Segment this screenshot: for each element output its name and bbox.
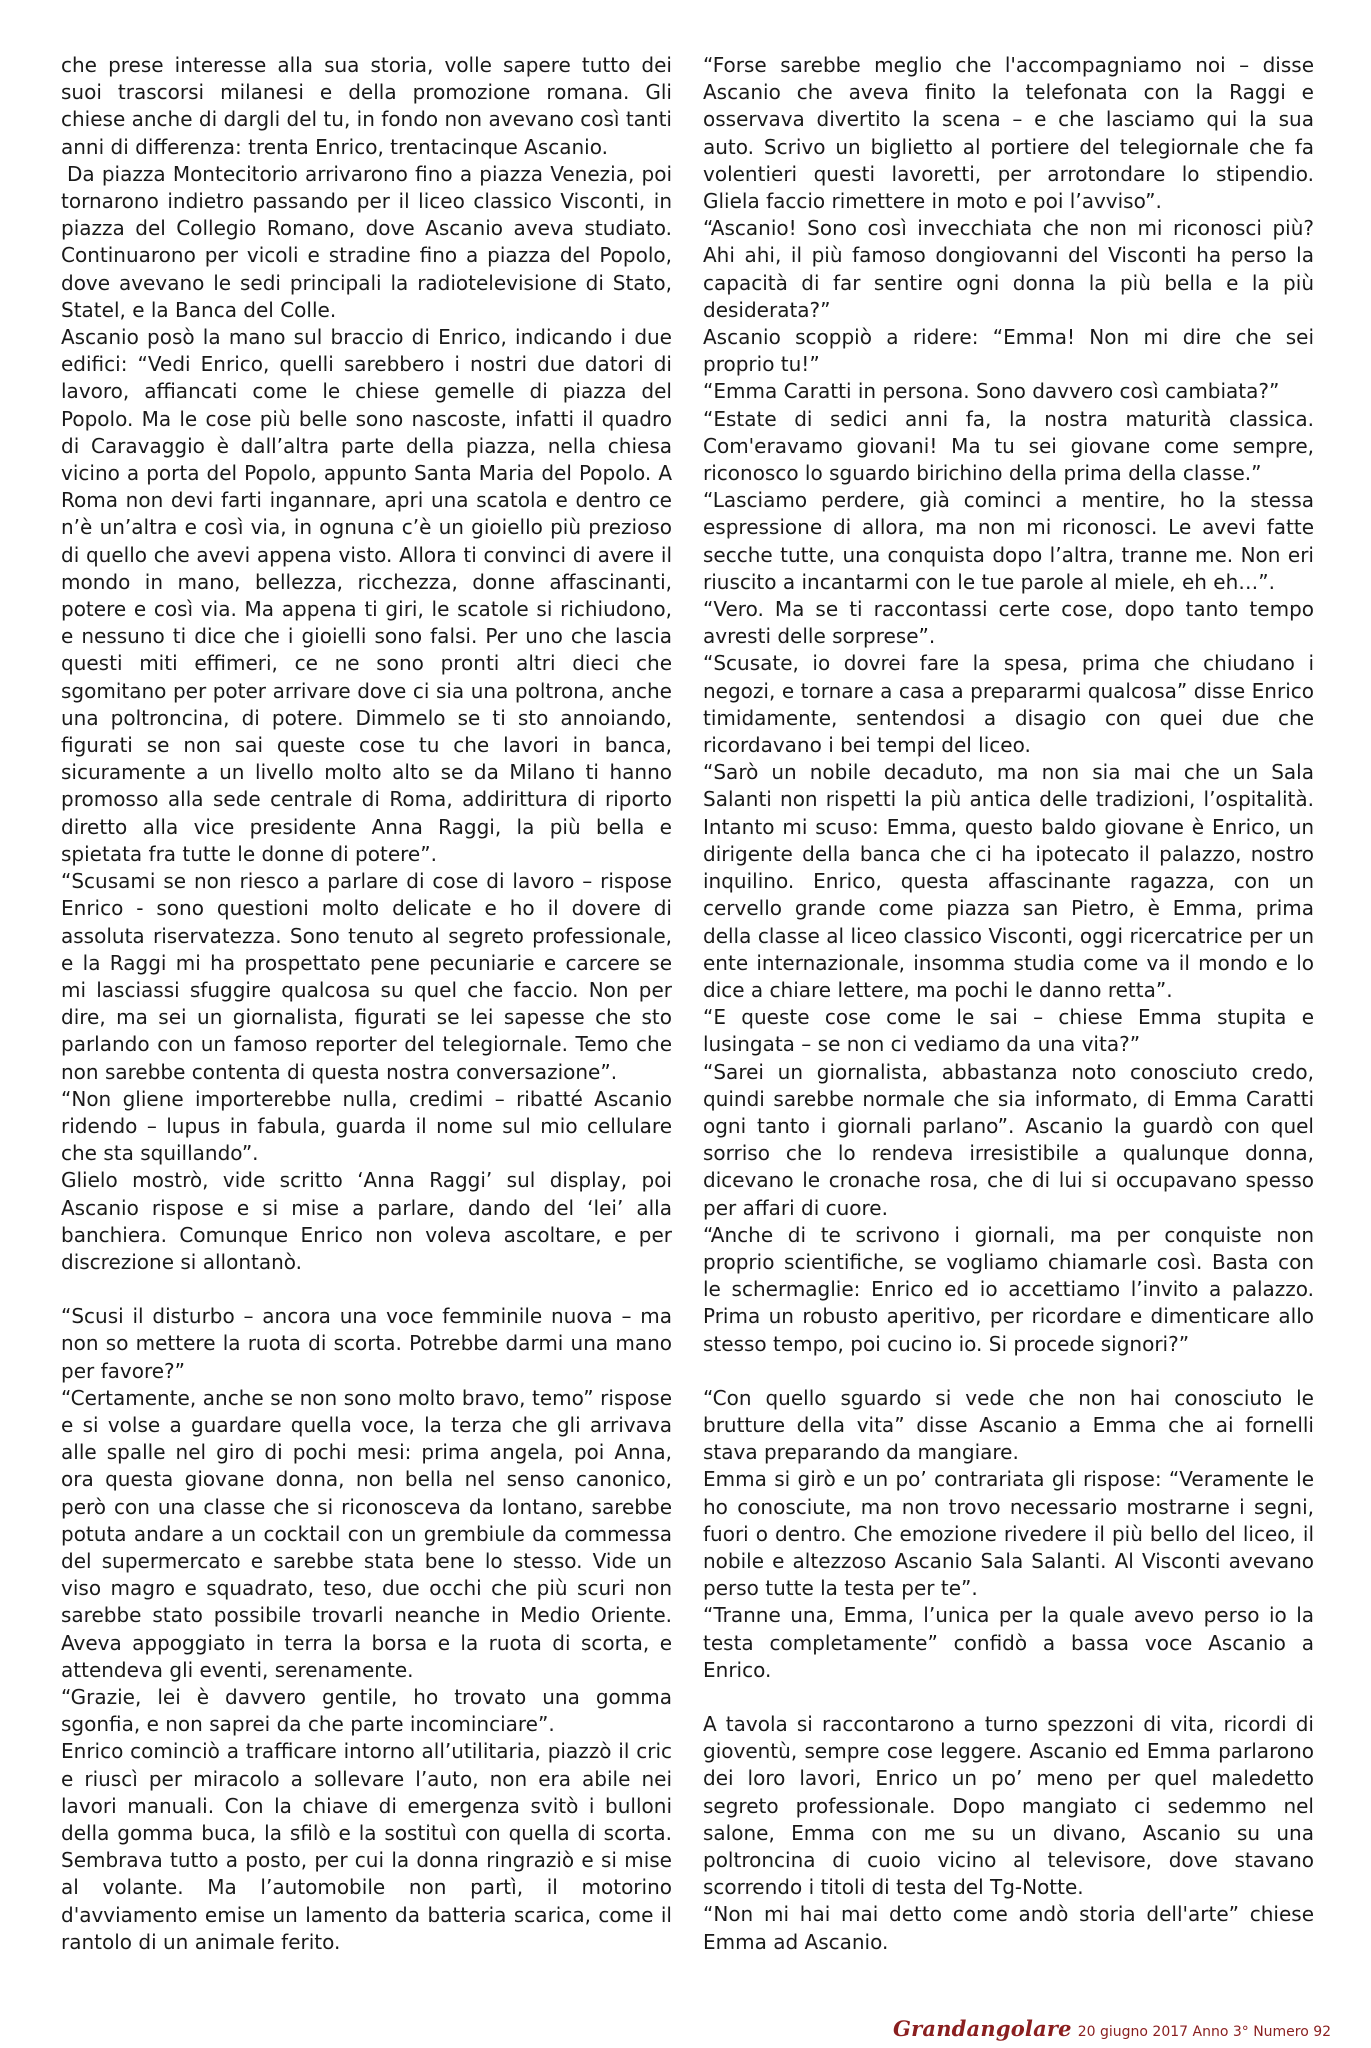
paragraph: “Emma Caratti in persona. Sono davvero così cambiata?” bbox=[703, 379, 1280, 404]
paragraph: “E queste cose come le sai – chiese Emma stupita e lusingata – se non ci vediamo da una vita?” bbox=[703, 1005, 1314, 1057]
paragraph: “Scusate, io dovrei fare la spesa, prima che chiudano i negozi, e tornare a casa a prepararmi qualcosa” disse Enrico timidamente, sentendosi a disagio con quei due che ricordavano i bei tempi del liceo. bbox=[703, 651, 1314, 758]
paragraph: Ascanio scoppiò a ridere: “Emma! Non mi dire che sei proprio tu!” bbox=[703, 325, 1314, 377]
paragraph: Glielo mostrò, vide scritto ‘Anna Raggi’ sul display, poi Ascanio rispose e si mise a parlare, dando del ‘lei’ alla banchiera. Comunque Enrico non voleva ascoltare, e per discrezione si allontanò. bbox=[61, 1168, 672, 1274]
paragraph: “Sarei un giornalista, abbastanza noto conosciuto credo, quindi sarebbe normale che sia informato, di Emma Caratti ogni tanto i giornali parlano”. Ascanio la guardò con quel sorriso che lo rendeva irresistibile a qualunque donna, dicevano le cronache rosa, che di lui si occupavano spesso per affari di cuore. bbox=[703, 1059, 1314, 1220]
paragraph: “Estate di sedici anni fa, la nostra maturità classica. Com'eravamo giovani! Ma tu sei giovane come sempre, riconosco lo sguardo birichino della prima della classe.” bbox=[703, 406, 1314, 486]
page-footer bbox=[893, 2016, 1331, 2041]
paragraph: “Con quello sguardo si vede che non hai conosciuto le brutture della vita” disse Ascanio a Emma che ai fornelli stava preparando da mangiare. bbox=[703, 1385, 1314, 1465]
paragraph: “Forse sarebbe meglio che l'accompagniamo noi – disse Ascanio che aveva finito la telefonata con la Raggi e osservava divertito la scena – e che lasciamo qui la sua auto. Scrivo un biglietto al portiere del telegiornale che fa volentieri questi lavoretti, per arrotondare lo stipendio. Gliela faccio rimettere in moto e poi l’avviso”. bbox=[703, 53, 1314, 214]
paragraph: “Certamente, anche se non sono molto bravo, temo” rispose e si volse a guardare quella voce, la terza che gli arrivava alle spalle nel giro di pochi mesi: prima angela, poi Anna, ora questa giovane donna, non bella nel senso canonico, però con una classe che si riconosceva da lontano, sarebbe potuta andare a un cocktail con un grembiule da commessa del supermercato e sarebbe stata bene lo stesso. Vide un viso magro e squadrato, teso, due occhi che più scuri non sarebbe stato possibile trovarli neanche in Medio Oriente. Aveva appoggiato in terra la borsa e la ruota di scorta, e attendeva gli eventi, serenamente. bbox=[61, 1385, 672, 1682]
left-column bbox=[61, 52, 672, 1956]
issue-info: 20 giugno 2017 Anno 3° Numero 92 bbox=[1077, 2024, 1332, 2040]
paragraph: “Lasciamo perdere, già cominci a mentire, ho la stessa espressione di allora, ma non mi riconosci. Le avevi fatte secche tutte, una conquista dopo l’altra, tranne me. Non eri riuscito a incantarmi con le tue parole al miele, eh eh…”. bbox=[703, 488, 1314, 594]
paragraph: Emma si girò e un po’ contrariata gli rispose: “Veramente le ho conosciute, ma non trovo necessario mostrarne i segni, fuori o dentro. Che emozione rivedere il più bello del liceo, il nobile e altezzoso Ascanio Sala Salanti. Al Visconti avevano perso tutte la testa per te”. bbox=[703, 1467, 1314, 1601]
paragraph: “Scusami se non riesco a parlare di cose di lavoro – rispose Enrico - sono questioni molto delicate e ho il dovere di assoluta riservatezza. Sono tenuto al segreto professionale, e la Raggi mi ha prospettato pene pecuniarie e carcere se mi lasciassi sfuggire qualcosa su quel che faccio. Non per dire, ma sei un giornalista, figurati se lei sapesse che sto parlando con un famoso reporter del telegiornale. Temo che non sarebbe contenta di questa nostra conversazione”. bbox=[61, 869, 672, 1084]
paragraph: Da piazza Montecitorio arrivarono fino a piazza Venezia, poi tornarono indietro passando per il liceo classico Visconti, in piazza del Collegio Romano, dove Ascanio aveva studiato. Continuarono per vicoli e stradine fino a piazza del Popolo, dove avevano le sedi principali la radiotelevisione di Stato, Statel, e la Banca del Colle. bbox=[61, 161, 672, 322]
paragraph: Enrico cominciò a trafficare intorno all’utilitaria, piazzò il cric e riuscì per miracolo a sollevare l’auto, non era abile nei lavori manuali. Con la chiave di emergenza svitò i bulloni della gomma buca, la sfilò e la sostituì con quella di scorta. Sembrava tutto a posto, per cui la donna ringraziò e si mise al volante. Ma l’automobile non partì, il motorino d'avviamento emise un lamento da batteria scarica, come il rantolo di un animale ferito. bbox=[61, 1739, 672, 1954]
paragraph: “Sarò un nobile decaduto, ma non sia mai che un Sala Salanti non rispetti la più antica delle tradizioni, l’ospitalità. Intanto mi scuso: Emma, questo baldo giovane è Enrico, un dirigente della banca che ci ha ipotecato il palazzo, nostro inquilino. Enrico, questa affascinante ragazza, con un cervello grande come piazza san Pietro, è Emma, prima della classe al liceo classico Visconti, oggi ricercatrice per un ente internazionale, insomma studia come va il mondo e lo dice a chiare lettere, ma pochi le danno retta”. bbox=[703, 760, 1314, 1002]
paragraph: che prese interesse alla sua storia, volle sapere tutto dei suoi trascorsi milanesi e della promozione romana. Gli chiese anche di dargli del tu, in fondo non avevano così tanti anni di differenza: trenta Enrico, trentacinque Ascanio. bbox=[61, 53, 672, 159]
publication-name: Grandangolare bbox=[893, 2016, 1072, 2041]
paragraph: “Anche di te scrivono i giornali, ma per conquiste non proprio scientifiche, se vogliamo chiamarle così. Basta con le schermaglie: Enrico ed io accettiamo l’invito a palazzo. Prima un robusto aperitivo, per ricordare e dimenticare allo stesso tempo, poi cucino io. Si procede signori?” bbox=[703, 1222, 1314, 1356]
paragraph: “Non mi hai mai detto come andò storia dell'arte” chiese Emma ad Ascanio. bbox=[703, 1902, 1314, 1954]
paragraph: A tavola si raccontarono a turno spezzoni di vita, ricordi di gioventù, sempre cose leggere. Ascanio ed Emma parlarono dei loro lavori, Enrico un po’ meno per quel maledetto segreto professionale. Dopo mangiato ci sedemmo nel salone, Emma con me su un divano, Ascanio su una poltroncina di cuoio vicino al televisore, dove stavano scorrendo i titoli di testa del Tg-Notte. bbox=[703, 1711, 1314, 1900]
paragraph: “Vero. Ma se ti raccontassi certe cose, dopo tanto tempo avresti delle sorprese”. bbox=[703, 597, 1314, 649]
paragraph: “Non gliene importerebbe nulla, credimi – ribatté Ascanio ridendo – lupus in fabula, guarda il nome sul mio cellulare che sta squillando”. bbox=[61, 1086, 672, 1166]
paragraph: Ascanio posò la mano sul braccio di Enrico, indicando i due edifici: “Vedi Enrico, quelli sarebbero i nostri due datori di lavoro, affiancati come le chiese gemelle di piazza del Popolo. Ma le cose più belle sono nascoste, infatti il quadro di Caravaggio è dall’altra parte della piazza, nella chiesa vicino a porta del Popolo, appunto Santa Maria del Popolo. A Roma non devi farti ingannare, apri una scatola e dentro ce n’è un’altra e così via, in ognuna c’è un gioiello più prezioso di quello che avevi appena visto. Allora ti convinci di avere il mondo in mano, bellezza, ricchezza, donne affascinanti, potere e così via. Ma appena ti giri, le scatole si richiudono, e nessuno ti dice che i gioielli sono falsi. Per uno che lascia questi miti effimeri, ce ne sono pronti altri dieci che sgomitano per poter arrivare dove ci sia una poltrona, anche una poltroncina, di potere. Dimmelo se ti sto annoiando, figurati se non sai queste cose tu che lavori in banca, sicuramente a un livello molto alto se da Milano ti hanno promosso alla sede centrale di Roma, addirittura di riporto diretto alla vice presidente Anna Raggi, la più bella e spietata fra tutte le donne di potere”. bbox=[61, 325, 672, 866]
paragraph: “Tranne una, Emma, l’unica per la quale avevo perso io la testa completamente” confidò a bassa voce Ascanio a Enrico. bbox=[703, 1603, 1314, 1682]
right-column bbox=[703, 52, 1314, 1956]
paragraph: “Grazie, lei è davvero gentile, ho trovato una gomma sgonfia, e non saprei da che parte incominciare”. bbox=[61, 1684, 672, 1737]
paragraph: “Scusi il disturbo – ancora una voce femminile nuova – ma non so mettere la ruota di scorta. Potrebbe darmi una mano per favore?” bbox=[61, 1304, 672, 1383]
paragraph: “Ascanio! Sono così invecchiata che non mi riconosci più? Ahi ahi, il più famoso dongiovanni del Visconti ha perso la capacità di far sentire ogni donna la più bella e la più desiderata?” bbox=[703, 216, 1314, 322]
